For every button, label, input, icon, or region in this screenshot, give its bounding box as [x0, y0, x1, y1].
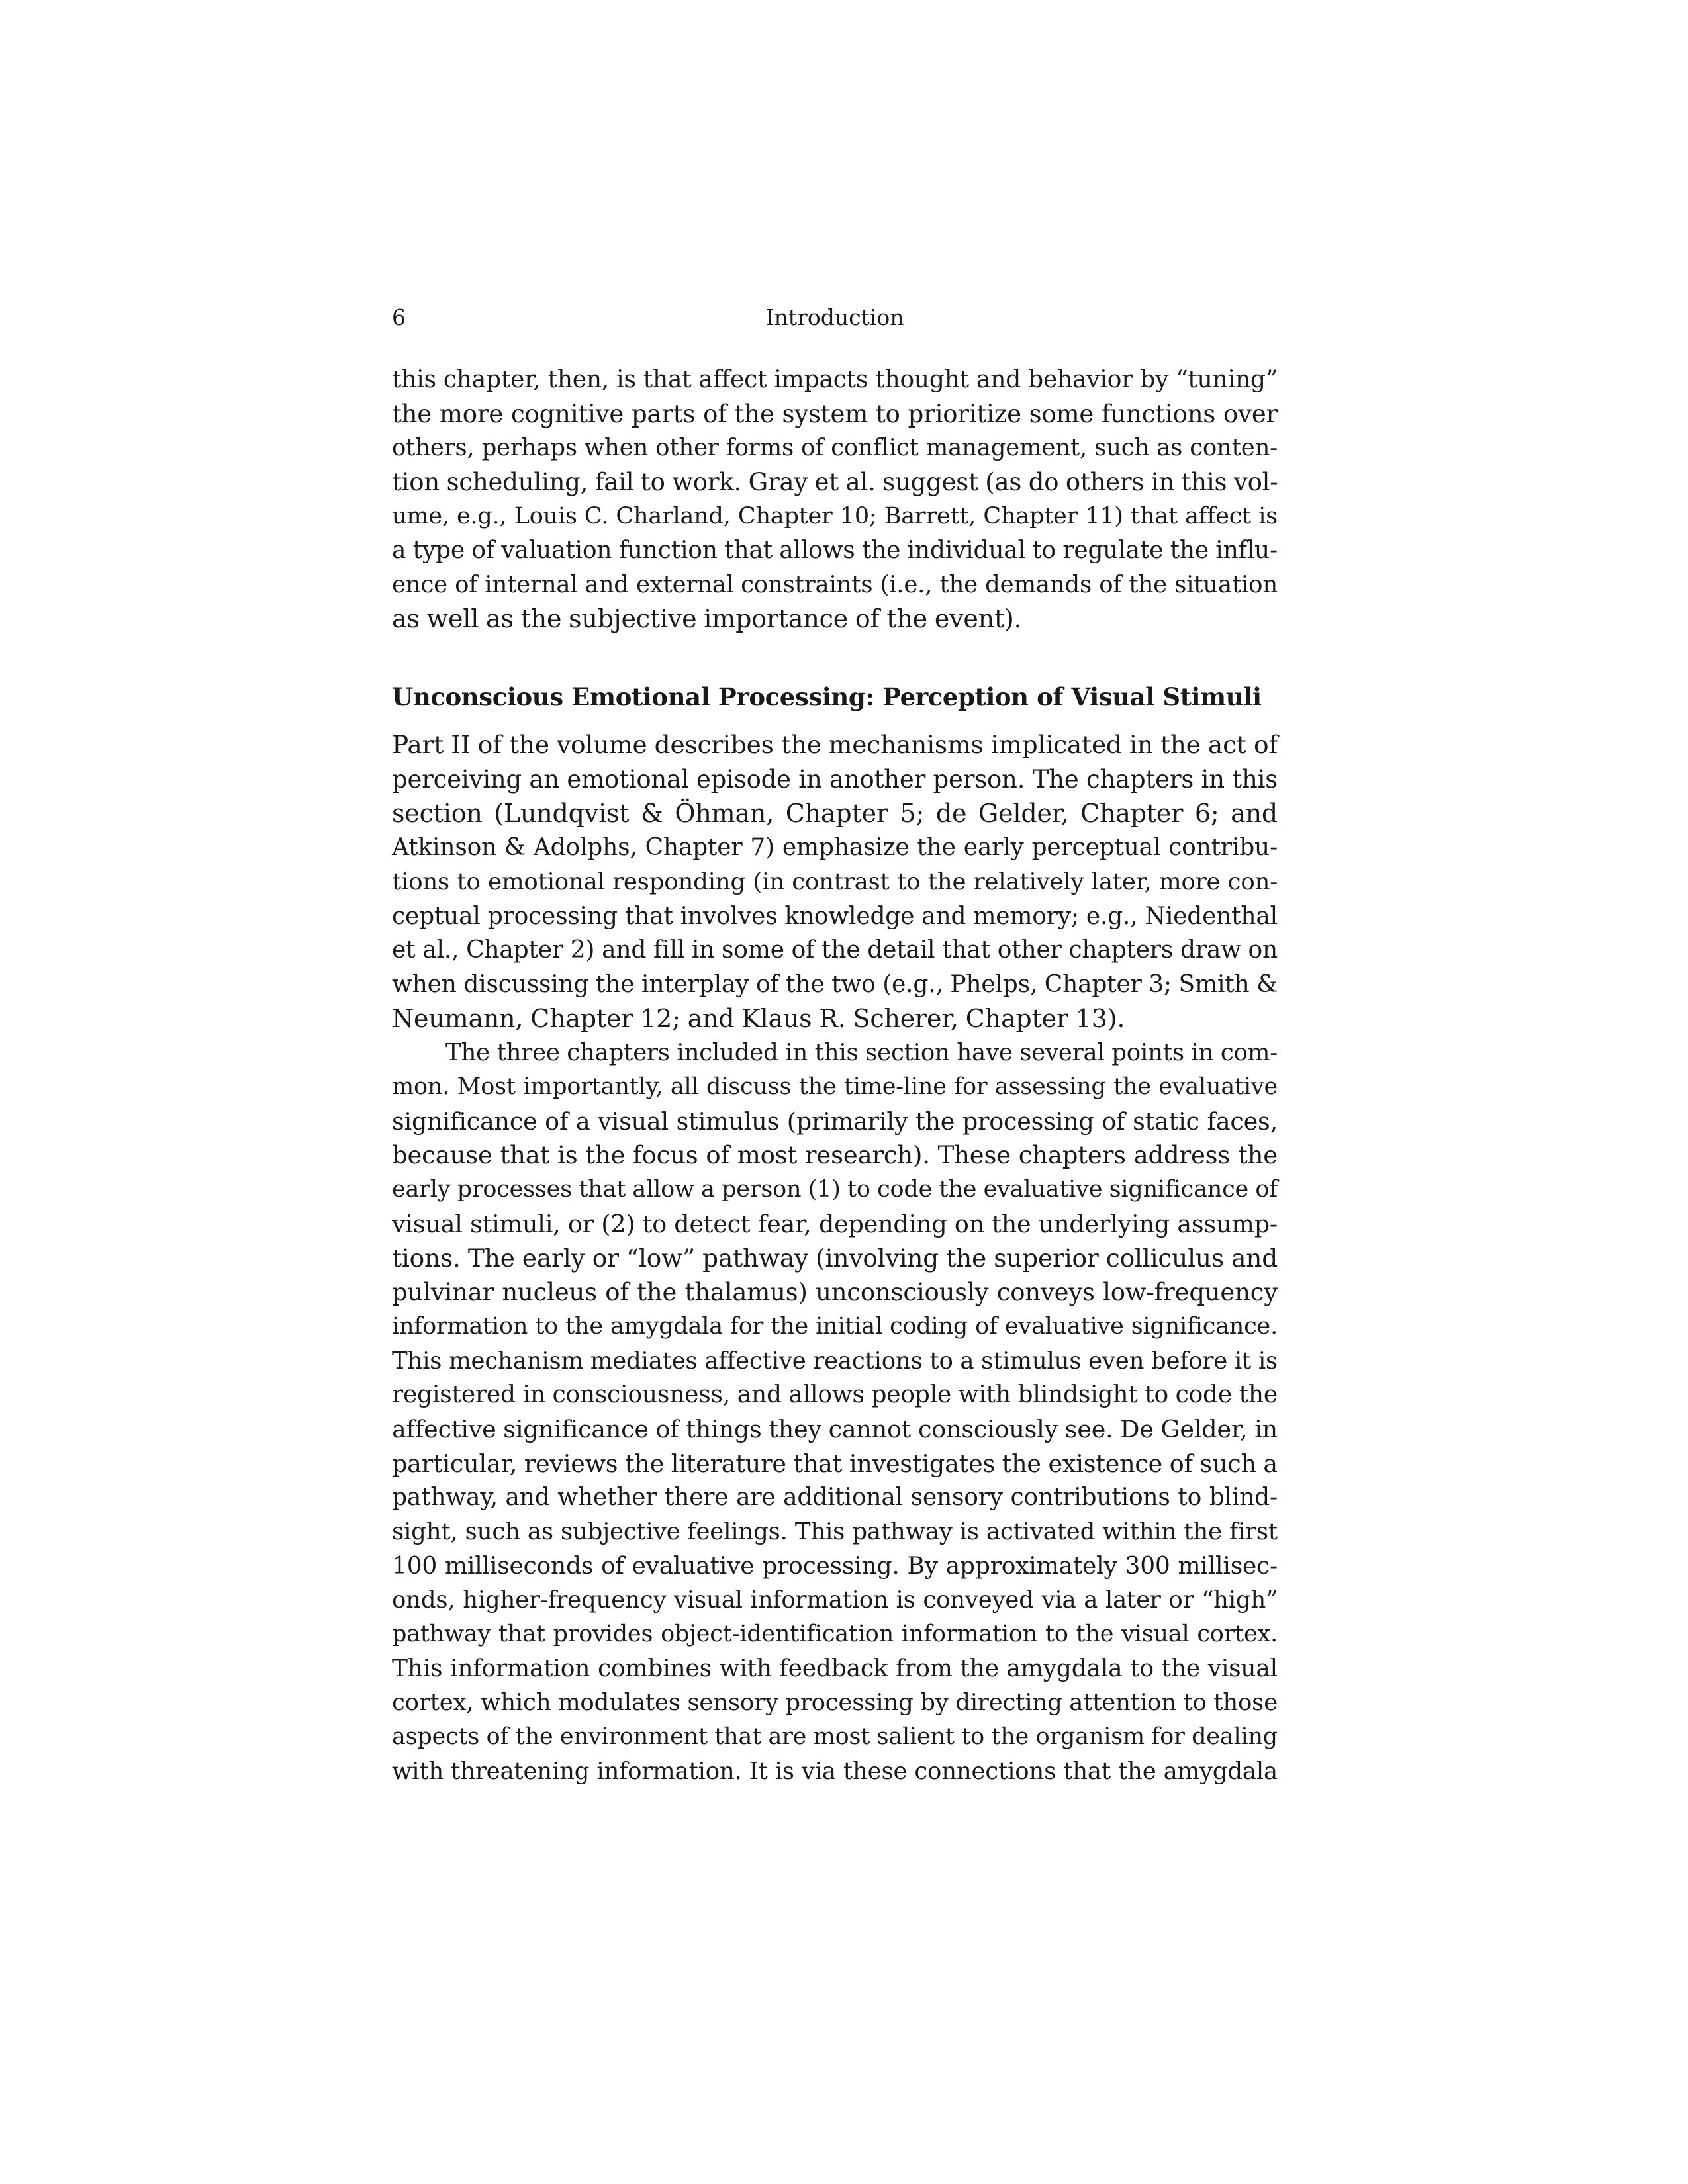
section-spacer: [392, 637, 1278, 680]
text-line: with threatening information. It is via these connections that the amygdala: [392, 1757, 1278, 1785]
text-line: others, perhaps when other forms of conflict management, such as conten-: [392, 434, 1278, 462]
text-line: Part II of the volume describes the mechanisms implicated in the act of: [392, 730, 1278, 760]
running-head: [392, 299, 1278, 336]
text-line: This information combines with feedback from the amygdala to the visual: [392, 1655, 1278, 1682]
section-heading: Unconscious Emotional Processing: Perception of Visual Stimuli: [392, 682, 1262, 711]
text-line: because that is the focus of most research). These chapters address the: [392, 1141, 1278, 1170]
text-line: information to the amygdala for the initial coding of evaluative significance.: [392, 1312, 1278, 1340]
text-line: early processes that allow a person (1) to code the evaluative significance of: [392, 1176, 1278, 1203]
paragraph-2: [392, 728, 1278, 1036]
paragraph-1: [392, 363, 1278, 637]
text-line: pulvinar nucleus of the thalamus) unconsciously conveys low-frequency: [392, 1278, 1278, 1307]
text-line: cortex, which modulates sensory processing by directing attention to those: [392, 1689, 1278, 1717]
page-number: 6: [392, 304, 406, 330]
text-line: 100 milliseconds of evaluative processing. By approximately 300 millisec-: [392, 1552, 1278, 1580]
text-line: Neumann, Chapter 12; and Klaus R. Scherer, Chapter 13).: [392, 1003, 1125, 1033]
text-line: a type of valuation function that allows the individual to regulate the influ-: [392, 537, 1278, 565]
paragraph-3: [392, 1036, 1278, 1788]
text-line: when discussing the interplay of the two (e.g., Phelps, Chapter 3; Smith &: [392, 971, 1278, 998]
text-line: ume, e.g., Louis C. Charland, Chapter 10; Barrett, Chapter 11) that affect is: [392, 502, 1278, 529]
text-line: ceptual processing that involves knowledge and memory; e.g., Niedenthal: [392, 902, 1278, 930]
text-line: registered in consciousness, and allows people with blindsight to code the: [392, 1381, 1278, 1409]
text-line: onds, higher-frequency visual information is conveyed via a later or “high”: [392, 1586, 1278, 1614]
text-line: pathway that provides object-identification information to the visual cortex.: [392, 1621, 1278, 1648]
body-text: [392, 363, 1278, 1789]
text-line: this chapter, then, is that affect impacts thought and behavior by “tuning”: [392, 366, 1278, 393]
text-line: significance of a visual stimulus (primarily the processing of static faces,: [392, 1107, 1278, 1136]
text-line: perceiving an emotional episode in another person. The chapters in this: [392, 764, 1278, 794]
text-line: sight, such as subjective feelings. This pathway is activated within the first: [392, 1518, 1278, 1545]
text-line: visual stimuli, or (2) to detect fear, depending on the underlying assump-: [392, 1209, 1278, 1238]
text-line: aspects of the environment that are most salient to the organism for dealing: [392, 1723, 1278, 1751]
text-line: as well as the subjective importance of the event).: [392, 604, 1022, 633]
running-title: Introduction: [765, 304, 904, 330]
text-line: mon. Most importantly, all discuss the time-line for assessing the evaluative: [392, 1073, 1278, 1101]
text-line: This mechanism mediates affective reactions to a stimulus even before it is: [392, 1347, 1278, 1375]
text-line: tions to emotional responding (in contrast to the relatively later, more con-: [392, 868, 1278, 895]
text-line: tion scheduling, fail to work. Gray et al. suggest (as do others in this vol-: [392, 468, 1278, 497]
text-line: particular, reviews the literature that investigates the existence of such a: [392, 1449, 1278, 1478]
text-line: Atkinson & Adolphs, Chapter 7) emphasize the early perceptual contribu-: [392, 834, 1278, 862]
text-line: The three chapters included in this section have several points in com-: [445, 1039, 1278, 1067]
text-line: tions. The early or “low” pathway (involving the superior colliculus and: [392, 1243, 1278, 1273]
text-line: the more cognitive parts of the system to prioritize some functions over: [392, 399, 1278, 428]
text-line: et al., Chapter 2) and fill in some of the detail that other chapters draw on: [392, 936, 1278, 964]
text-line: affective significance of things they cannot consciously see. De Gelder, in: [392, 1414, 1278, 1443]
text-line: pathway, and whether there are additional sensory contributions to blind-: [392, 1484, 1278, 1512]
text-line: ence of internal and external constraints (i.e., the demands of the situation: [392, 571, 1278, 599]
text-line: section (Lundqvist & Öhman, Chapter 5; de Gelder, Chapter 6; and: [392, 798, 1278, 828]
